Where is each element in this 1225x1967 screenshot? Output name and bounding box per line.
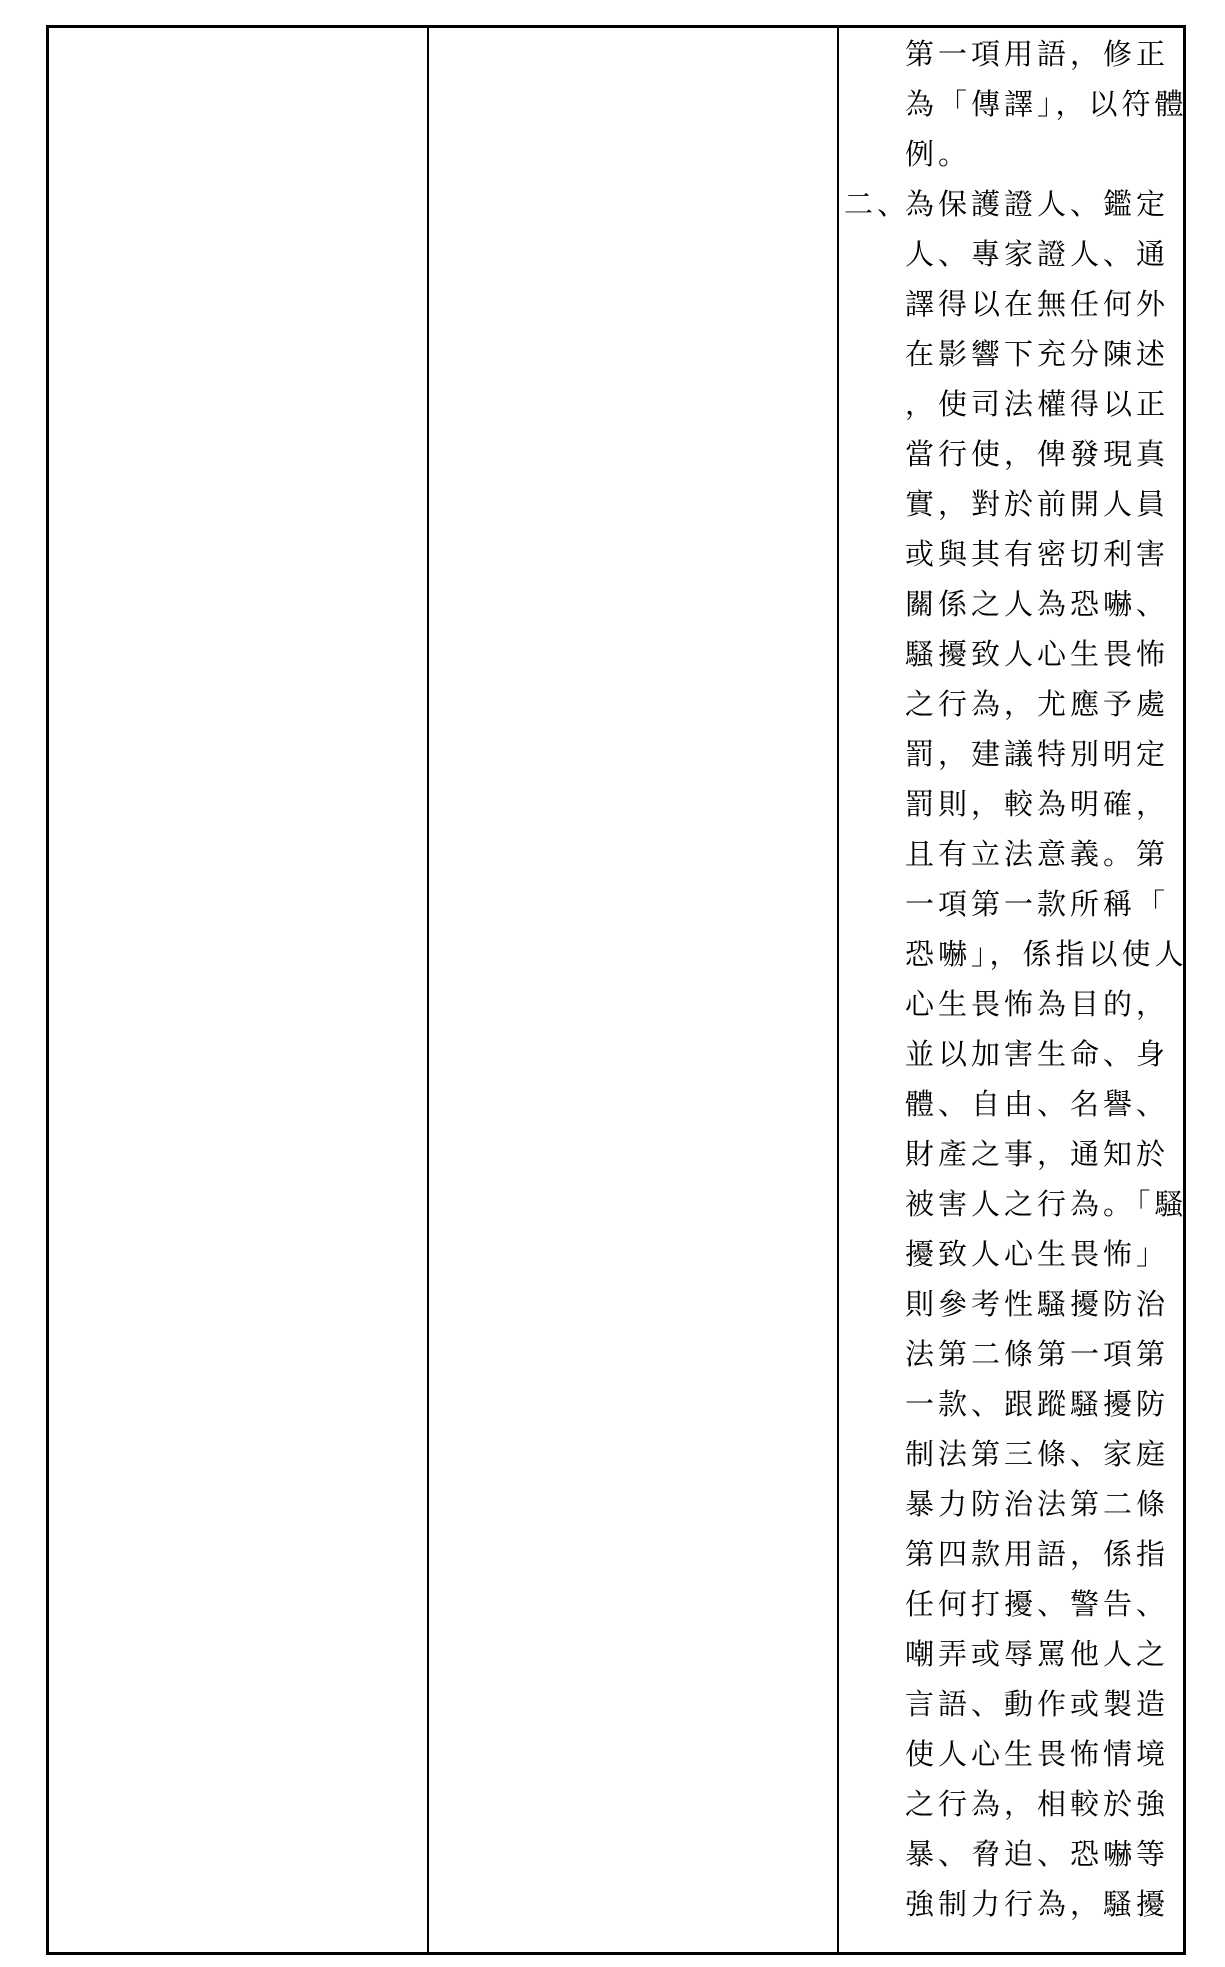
text-line: ，使司法權得以正 xyxy=(905,387,1170,421)
text-line: 使人心生畏怖情境 xyxy=(905,1737,1170,1771)
table-cell-column-3 xyxy=(839,28,1188,1952)
document-table xyxy=(46,25,1186,1955)
text-line: 關係之人為恐嚇、 xyxy=(905,587,1170,621)
text-line: 暴、脅迫、恐嚇等 xyxy=(905,1837,1170,1871)
text-line: 為「傳譯」，以符體 xyxy=(905,87,1188,121)
text-line: 法第二條第一項第 xyxy=(905,1337,1170,1371)
text-line: 例。 xyxy=(905,137,972,171)
text-line: 在影響下充分陳述 xyxy=(905,337,1170,371)
text-line: 心生畏怖為目的， xyxy=(905,987,1170,1021)
text-line: 言語、動作或製造 xyxy=(905,1687,1170,1721)
text-line: 強制力行為，騷擾 xyxy=(905,1887,1170,1921)
text-line: 或與其有密切利害 xyxy=(905,537,1170,571)
text-line: 嘲弄或辱罵他人之 xyxy=(905,1637,1170,1671)
text-line: 暴力防治法第二條 xyxy=(905,1487,1170,1521)
text-line: 一款、跟蹤騷擾防 xyxy=(905,1387,1170,1421)
text-line: 被害人之行為。「騷 xyxy=(905,1187,1188,1221)
table-cell-column-1 xyxy=(49,28,427,1952)
table-cell-column-2 xyxy=(429,28,837,1952)
text-line: 則參考性騷擾防治 xyxy=(905,1287,1170,1321)
text-line: 並以加害生命、身 xyxy=(905,1037,1170,1071)
text-line: 第四款用語，係指 xyxy=(905,1537,1170,1571)
text-line: 恐嚇」，係指以使人 xyxy=(905,937,1188,971)
text-line: 實，對於前開人員 xyxy=(905,487,1170,521)
text-line: 罰，建議特別明定 xyxy=(905,737,1170,771)
text-line: 體、自由、名譽、 xyxy=(905,1087,1170,1121)
list-item-marker: 二、 xyxy=(844,187,911,221)
text-line: 擾致人心生畏怖」 xyxy=(905,1237,1170,1271)
text-line: 且有立法意義。第 xyxy=(905,837,1170,871)
text-line: 騷擾致人心生畏怖 xyxy=(905,637,1170,671)
text-line: 為保護證人、鑑定 xyxy=(905,187,1170,221)
text-line: 罰則，較為明確， xyxy=(905,787,1170,821)
text-line: 制法第三條、家庭 xyxy=(905,1437,1170,1471)
text-line: 第一項用語，修正 xyxy=(905,37,1170,71)
text-line: 財產之事，通知於 xyxy=(905,1137,1170,1171)
text-line: 之行為，尤應予處 xyxy=(905,687,1170,721)
text-line: 之行為，相較於強 xyxy=(905,1787,1170,1821)
text-line: 當行使，俾發現真 xyxy=(905,437,1170,471)
text-line: 譯得以在無任何外 xyxy=(905,287,1170,321)
text-line: 一項第一款所稱「 xyxy=(905,887,1170,921)
text-line: 任何打擾、警告、 xyxy=(905,1587,1170,1621)
text-line: 人、專家證人、通 xyxy=(905,237,1170,271)
